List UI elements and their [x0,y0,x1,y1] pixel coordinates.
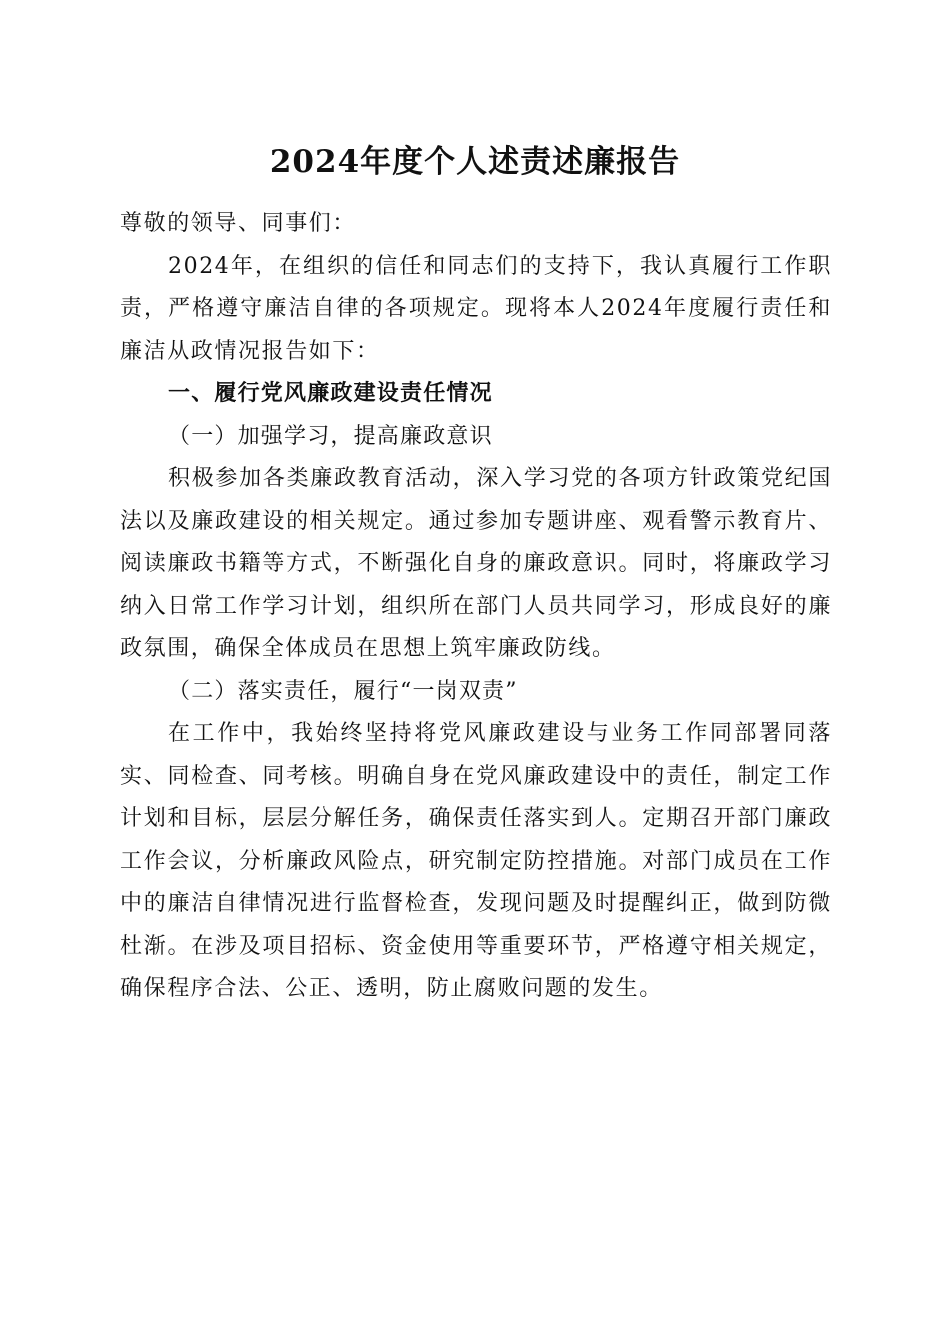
subsection-paragraph-2: 在工作中，我始终坚持将党风廉政建设与业务工作同部署同落实、同检查、同考核。明确自身在党风廉政建设中的责任，制定工作计划和目标，层层分解任务，确保责任落实到人。定期召开部门廉政工作会议，分析廉政风险点，研究制定防控措施。对部门成员在工作中的廉洁自律情况进行监督检查，发现问题及时提醒纠正，做到防微杜渐。在涉及项目招标、资金使用等重要环节，严格遵守相关规定，确保程序合法、公正、透明，防止腐败问题的发生。 [120,721,832,1001]
document-body [120,200,832,1011]
document-title: 2024年度个人述责述廉报告 [269,144,681,180]
subsection-heading-1: （一）加强学习，提高廉政意识 [168,423,493,449]
salutation: 尊敬的领导、同事们： [120,211,357,236]
intro-paragraph: 2024年，在组织的信任和同志们的支持下，我认真履行工作职责，严格遵守廉洁自律的各项规定。现将本人2024年度履行责任和廉洁从政情况报告如下： [120,253,832,364]
section-heading-1: 一、履行党风廉政建设责任情况 [168,381,493,406]
subsection-heading-2: （二）落实责任，履行“一岗双责” [168,678,518,704]
subsection-paragraph-1: 积极参加各类廉政教育活动，深入学习党的各项方针政策党纪国法以及廉政建设的相关规定。通过参加专题讲座、观看警示教育片、阅读廉政书籍等方式，不断强化自身的廉政意识。同时，将廉政学习纳入日常工作学习计划，组织所在部门人员共同学习，形成良好的廉政氛围，确保全体成员在思想上筑牢廉政防线。 [120,466,832,661]
